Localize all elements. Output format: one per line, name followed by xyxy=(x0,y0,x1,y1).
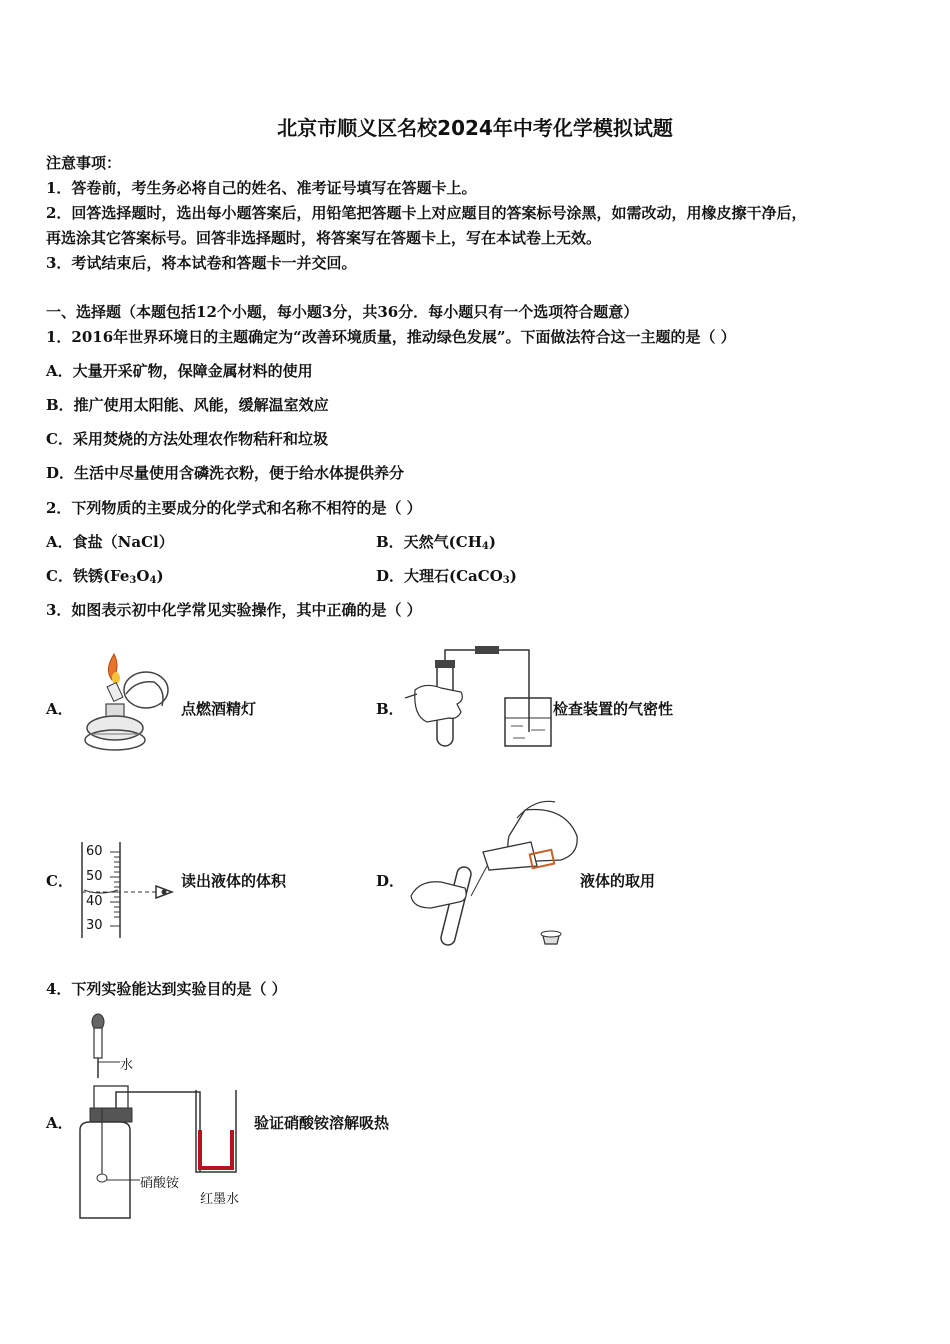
q4-water-label: 水 xyxy=(120,1058,134,1073)
q3-a-label: 点燃酒精灯 xyxy=(181,700,257,718)
q3-c-tick-30: 30 xyxy=(86,918,103,933)
q3-c-label: 读出液体的体积 xyxy=(181,872,287,890)
q2-option-d: D．大理石(CaCO$_3$) xyxy=(376,567,517,586)
q2-option-a: A．食盐（NaCl） xyxy=(46,533,174,551)
q3-d-letter: D． xyxy=(376,872,405,890)
notice-heading: 注意事项： xyxy=(46,154,122,172)
q3-c-tick-60: 60 xyxy=(86,844,103,859)
q3-c-letter: C． xyxy=(46,872,73,890)
q3-b-letter: B． xyxy=(376,700,404,718)
liquid-pouring-illustration xyxy=(405,796,581,952)
q3-c-tick-40: 40 xyxy=(86,894,103,909)
page-title: 北京市顺义区名校2024年中考化学模拟试题 xyxy=(277,116,673,140)
q2-option-b: B．天然气$(CH_4)$ xyxy=(376,533,496,552)
q4-ammonium-nitrate-label: 硝酸铵 xyxy=(140,1176,180,1191)
q4-red-ink-label: 红墨水 xyxy=(200,1192,240,1207)
alcohol-lamp-illustration xyxy=(76,650,176,756)
q1-option-c: C．采用焚烧的方法处理农作物秸秆和垃圾 xyxy=(46,430,328,448)
q1-option-d: D．生活中尽量使用含磷洗衣粉，便于给水体提供养分 xyxy=(46,464,405,482)
q3-stem: 3．如图表示初中化学常见实验操作，其中正确的是（ ） xyxy=(46,601,422,619)
q1-option-b: B．推广使用太阳能、风能，缓解温室效应 xyxy=(46,396,329,414)
section-heading: 一、选择题（本题包括12个小题，每小题3分，共36分．每小题只有一个选项符合题意） xyxy=(46,303,639,321)
q3-d-label: 液体的取用 xyxy=(580,872,656,890)
q3-c-tick-50: 50 xyxy=(86,869,103,884)
airtightness-check-illustration xyxy=(405,642,553,750)
q4-a-label: 验证硝酸铵溶解吸热 xyxy=(254,1114,390,1132)
q4-stem: 4．下列实验能达到实验目的是（ ） xyxy=(46,980,287,998)
q3-a-letter: A． xyxy=(46,700,73,718)
q3-b-label: 检查装置的气密性 xyxy=(553,700,674,718)
q2-option-c: C．铁锈$(Fe_3O_4)$ xyxy=(46,567,164,586)
notice-item-1: 1．答卷前，考生务必将自己的姓名、准考证号填写在答题卡上。 xyxy=(46,179,477,197)
notice-item-3: 3．考试结束后，将本试卷和答题卡一并交回。 xyxy=(46,254,357,272)
notice-item-2-line-1: 2．回答选择题时，选出每小题答案后，用铅笔把答题卡上对应题目的答案标号涂黑，如需改动，用橡皮擦干净后， xyxy=(46,204,807,222)
notice-item-2-line-2: 再选涂其它答案标号。回答非选择题时，将答案写在答题卡上，写在本试卷上无效。 xyxy=(46,229,602,247)
q1-option-a: A．大量开采矿物，保障金属材料的使用 xyxy=(46,362,313,380)
q4-a-letter: A． xyxy=(46,1114,73,1132)
q1-stem: 1．2016年世界环境日的主题确定为“改善环境质量，推动绿色发展”。下面做法符合这一主题的是（ ） xyxy=(46,328,736,346)
q2-stem: 2．下列物质的主要成分的化学式和名称不相符的是（ ） xyxy=(46,499,422,517)
